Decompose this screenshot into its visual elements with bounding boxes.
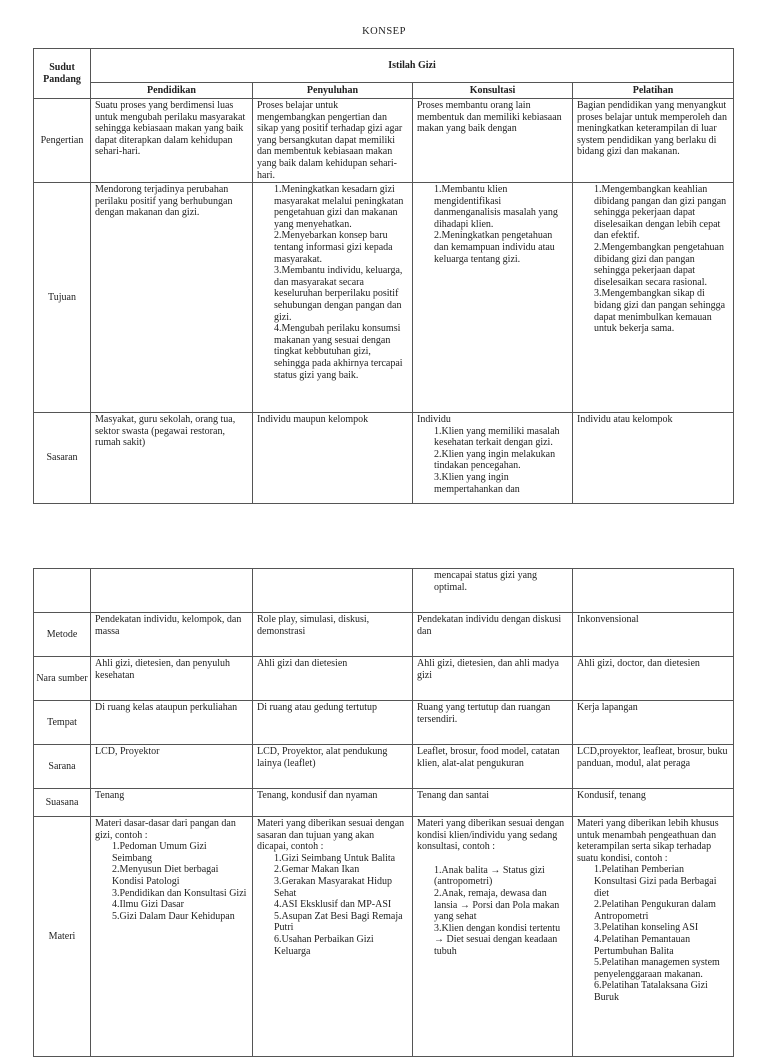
cell-text: Masyakat, guru sekolah, orang tua, sektor swasta (pegawai restoran, rumah sakit) bbox=[95, 414, 236, 449]
table-cell bbox=[413, 657, 573, 701]
numbered-list bbox=[417, 865, 568, 958]
list-number: 3. bbox=[594, 922, 602, 934]
list-item-text: Pelatihan konseling ASI bbox=[601, 922, 699, 934]
list-item bbox=[577, 922, 729, 934]
table-cell bbox=[253, 817, 413, 1057]
table-row bbox=[34, 817, 734, 1057]
list-number: 2. bbox=[274, 230, 282, 242]
table-cell bbox=[91, 701, 253, 745]
cell-text: Kondusif, tenang bbox=[577, 790, 646, 801]
table-cell bbox=[413, 701, 573, 745]
table-cell bbox=[573, 789, 734, 817]
list-number: 4. bbox=[594, 933, 602, 945]
numbered-list bbox=[417, 426, 568, 496]
cell-text: Pendekatan individu, kelompok, dan massa bbox=[95, 614, 242, 637]
list-number: 3. bbox=[274, 265, 282, 277]
table-cell bbox=[253, 183, 413, 413]
table-cell bbox=[91, 657, 253, 701]
spacer bbox=[417, 853, 568, 865]
table-cell bbox=[413, 183, 573, 413]
table-cell bbox=[573, 413, 734, 504]
list-item bbox=[577, 980, 729, 1003]
cell-text: Ahli gizi dan dietesien bbox=[257, 658, 348, 669]
list-item-text: Mengembangkan pengetahuan dibidang gizi dan pangan sehingga pekerjaan dapat diselesaikan secara rasional. bbox=[594, 241, 724, 288]
cell-text: Kerja lapangan bbox=[577, 702, 638, 713]
list-item-text: Pelatihan Pemberian Konsultasi Gizi pada Berbagai diet bbox=[594, 864, 717, 899]
cell-text: Inkonvensional bbox=[577, 614, 639, 625]
cell-text: Ruang yang tertutup dan ruangan tersendiri. bbox=[417, 702, 551, 725]
list-number: 2. bbox=[434, 448, 442, 460]
header-pendidikan: Pendidikan bbox=[91, 83, 253, 99]
cell-text: Mendorong terjadinya perubahan perilaku positif yang berhubungan dengan makanan dan gizi. bbox=[95, 184, 233, 219]
cell-text: Bagian pendidikan yang menyangkut proses belajar untuk memperoleh dan meningkatkan keterampilan di luar system pendidikan yang berlaku di bidang gizi dan makanan. bbox=[577, 100, 727, 158]
list-item bbox=[95, 911, 248, 923]
row-label: Pengertian bbox=[34, 99, 91, 183]
list-item bbox=[257, 184, 408, 230]
table-cell bbox=[573, 613, 734, 657]
table-row bbox=[34, 789, 734, 817]
table-cell bbox=[253, 789, 413, 817]
list-number: 1. bbox=[434, 184, 442, 195]
list-item bbox=[257, 864, 408, 876]
table-cell bbox=[413, 413, 573, 504]
list-number: 2. bbox=[594, 899, 602, 911]
list-item-text: Pelatihan Pengukuran dalam Antropometri bbox=[594, 899, 716, 922]
list-item-text: Klien dengan kondisi tertentu → Diet sesuai dengan keadaan tubuh bbox=[434, 922, 561, 957]
table-cell bbox=[413, 817, 573, 1057]
list-number: 1. bbox=[274, 852, 282, 864]
list-item-text: Mengembangkan keahlian dibidang pangan dan gizi pangan sehingga pekerjaan dapat diselesaikan dengan lebih cepat dan efektif. bbox=[594, 184, 727, 242]
list-number: 3. bbox=[594, 288, 602, 300]
list-item-text: Pelatihan Tatalaksana Gizi Buruk bbox=[594, 980, 708, 1003]
list-item bbox=[95, 841, 248, 864]
list-item-text: ASI Eksklusif dan MP-ASI bbox=[281, 899, 392, 911]
table-row bbox=[34, 569, 734, 613]
list-item-text: Membantu klien mengidentifikasi danmenganalisis masalah yang dihadapi klien. bbox=[434, 184, 558, 230]
table-cell bbox=[91, 745, 253, 789]
numbered-list bbox=[95, 841, 248, 922]
list-number: 2. bbox=[274, 864, 282, 876]
list-item bbox=[257, 911, 408, 934]
list-item-text: Asupan Zat Besi Bagi Remaja Putri bbox=[274, 910, 403, 934]
list-item bbox=[577, 957, 729, 980]
table-cell bbox=[91, 413, 253, 504]
list-item bbox=[257, 323, 408, 381]
table-cell bbox=[253, 569, 413, 613]
header-istilah-gizi: Istilah Gizi bbox=[91, 49, 734, 83]
numbered-list bbox=[257, 184, 408, 381]
table-cell bbox=[91, 613, 253, 657]
list-number: 3. bbox=[434, 922, 442, 934]
list-number: 3. bbox=[274, 875, 282, 887]
list-number: 1. bbox=[434, 864, 442, 876]
header-konsultasi: Konsultasi bbox=[413, 83, 573, 99]
cell-text: LCD,proyektor, leafleat, brosur, buku panduan, modul, alat peraga bbox=[577, 746, 728, 769]
list-number: 3. bbox=[434, 471, 442, 483]
list-item-text: Menyebarkan konsep baru tentang informasi gizi kepada masyarakat. bbox=[274, 230, 393, 265]
cell-continuation-text: mencapai status gizi yang optimal. bbox=[434, 570, 538, 593]
table-body bbox=[34, 569, 734, 1057]
table-row bbox=[34, 613, 734, 657]
row-label: Tempat bbox=[34, 701, 91, 745]
table-row bbox=[34, 99, 734, 183]
numbered-list bbox=[577, 864, 729, 1003]
list-item bbox=[577, 934, 729, 957]
cell-intro-text: Materi yang diberikan lebih khusus untuk menambah pengeathuan dan keterampilan serta sikap terhadap suatu kondisi, contoh : bbox=[577, 818, 719, 864]
cell-text: Suatu proses yang berdimensi luas untuk mengubah perilaku masyarakat sehingga kebiasaan makan yang baik dapat diterapkan dalam kehidupan sehari-hari. bbox=[95, 100, 246, 158]
list-item bbox=[257, 853, 408, 865]
list-number: 4. bbox=[274, 899, 282, 911]
header-pelatihan: Pelatihan bbox=[573, 83, 734, 99]
list-item-text: Membantu individu, keluarga, dan masyarakat secara keseluruhan berperilaku positif sehubungan dengan pangan dan gizi. bbox=[274, 265, 403, 323]
list-item-text: Klien yang ingin mempertahankan dan bbox=[434, 471, 520, 495]
cell-text: Proses belajar untuk mengembangkan pengertian dan sikap yang positif terhadap gizi agar yang bersangkutan dapat memiliki dan membentuk kebiasaan makan yang baik dalam kehidupan sehari-hari. bbox=[257, 100, 403, 181]
list-item-text: Gizi Dalam Daur Kehidupan bbox=[119, 910, 235, 922]
list-number: 5. bbox=[594, 957, 602, 969]
header-sudut-pandang: Sudut Pandang bbox=[34, 49, 91, 99]
list-item-text: Gizi Seimbang Untuk Balita bbox=[281, 852, 396, 864]
table-cell bbox=[573, 745, 734, 789]
list-number: 3. bbox=[112, 887, 120, 899]
numbered-list bbox=[257, 853, 408, 957]
concept-table-page-1 bbox=[33, 48, 734, 504]
list-item bbox=[417, 865, 568, 888]
table-row bbox=[34, 413, 734, 504]
table-cell bbox=[253, 745, 413, 789]
table-cell bbox=[573, 569, 734, 613]
table-cell bbox=[573, 657, 734, 701]
list-number: 1. bbox=[594, 184, 602, 195]
cell-text: Proses membantu orang lain membentuk dan memiliki kebiasaan makan yang baik dengan bbox=[417, 100, 562, 135]
concept-table-page-2 bbox=[33, 568, 734, 1057]
list-item-text: Gerakan Masyarakat Hidup Sehat bbox=[274, 875, 393, 899]
list-item bbox=[417, 184, 568, 230]
cell-text: Di ruang kelas ataupun perkuliahan bbox=[95, 702, 238, 713]
cell-text: Ahli gizi, dietesien, dan ahli madya gizi bbox=[417, 658, 559, 681]
cell-intro-text: Materi dasar-dasar dari pangan dan gizi, contoh : bbox=[95, 818, 236, 841]
table-cell bbox=[253, 701, 413, 745]
table-cell bbox=[413, 745, 573, 789]
list-number: 1. bbox=[594, 864, 602, 876]
cell-text: Pendekatan individu dengan diskusi dan bbox=[417, 614, 562, 637]
list-item-text: Meningkatkan kesadarn gizi masyarakat melalui peningkatan pengetahuan gizi dan makanan yang menyehatkan. bbox=[274, 184, 404, 230]
table-cell bbox=[413, 789, 573, 817]
cell-text: Individu atau kelompok bbox=[577, 414, 673, 425]
list-item bbox=[257, 230, 408, 265]
list-number: 5. bbox=[274, 910, 282, 922]
document-title: KONSEP bbox=[362, 26, 406, 37]
row-label: Metode bbox=[34, 613, 91, 657]
list-item-text: Anak balita → Status gizi (antropometri) bbox=[434, 864, 545, 888]
list-item-text: Klien yang memiliki masalah kesehatan terkait dengan gizi. bbox=[434, 425, 560, 449]
list-item bbox=[257, 934, 408, 957]
cell-intro-text: Materi yang diberikan sesuai dengan kondisi klien/individu yang sedang konsultasi, contoh : bbox=[417, 818, 565, 853]
cell-text: Individu maupun kelompok bbox=[257, 414, 369, 425]
list-item bbox=[95, 864, 248, 887]
cell-text: Leaflet, brosur, food model, catatan klien, alat-alat pengukuran bbox=[417, 746, 560, 769]
list-item-text: Meningkatkan pengetahuan dan kemampuan individu atau keluarga tentang gizi. bbox=[434, 230, 555, 265]
list-number: 2. bbox=[594, 241, 602, 253]
numbered-list bbox=[577, 184, 729, 335]
row-label: Materi bbox=[34, 817, 91, 1057]
list-item bbox=[95, 888, 248, 900]
table-cell bbox=[253, 413, 413, 504]
list-item bbox=[417, 449, 568, 472]
table-cell bbox=[253, 99, 413, 183]
list-item-text: Usahan Perbaikan Gizi Keluarga bbox=[274, 933, 374, 957]
table-cell bbox=[413, 613, 573, 657]
row-label bbox=[34, 569, 91, 613]
list-item bbox=[577, 899, 729, 922]
list-number: 4. bbox=[112, 899, 120, 911]
list-item-text: Pelatihan managemen system penyelenggaraan makanan. bbox=[594, 957, 720, 980]
row-label: Suasana bbox=[34, 789, 91, 817]
cell-text: Ahli gizi, doctor, dan dietesien bbox=[577, 658, 700, 669]
table-cell bbox=[91, 569, 253, 613]
table-cell bbox=[253, 613, 413, 657]
list-number: 6. bbox=[594, 980, 602, 992]
list-item bbox=[577, 864, 729, 899]
table-cell bbox=[573, 701, 734, 745]
list-item bbox=[577, 288, 729, 334]
list-item-text: Pelatihan Pemantauan Pertumbuhan Balita bbox=[594, 933, 691, 957]
table-cell bbox=[91, 789, 253, 817]
list-number: 1. bbox=[274, 184, 282, 195]
table-row bbox=[34, 745, 734, 789]
cell-intro-text: Materi yang diberikan sesuai dengan sasaran dan tujuan yang akan dicapai, contoh : bbox=[257, 818, 405, 853]
table-cell bbox=[413, 569, 573, 613]
list-item-text: Mengubah perilaku konsumsi makanan yang sesuai dengan tingkat kebbutuhan gizi, sehingga pada akhirnya tercapai status gizi yang baik. bbox=[274, 323, 403, 381]
table-row bbox=[34, 701, 734, 745]
cell-text: Ahli gizi, dietesien, dan penyuluh kesehatan bbox=[95, 658, 230, 681]
cell-text: Role play, simulasi, diskusi, demonstrasi bbox=[257, 614, 370, 637]
list-item bbox=[417, 426, 568, 449]
list-item-text: Pendidikan dan Konsultasi Gizi bbox=[119, 887, 247, 899]
cell-text: Tenang, kondusif dan nyaman bbox=[257, 790, 378, 801]
table-cell bbox=[253, 657, 413, 701]
list-item-text: Mengembangkan sikap di bidang gizi dan pangan sehingga dapat menimbulkan kemauan untuk bekerja sama. bbox=[594, 288, 726, 335]
list-item bbox=[417, 472, 568, 495]
list-number: 4. bbox=[274, 323, 282, 335]
list-number: 6. bbox=[274, 933, 282, 945]
cell-text: Tenang bbox=[95, 790, 125, 801]
table-cell bbox=[573, 817, 734, 1057]
table-row bbox=[34, 657, 734, 701]
list-number: 2. bbox=[434, 887, 442, 899]
cell-text: Tenang dan santai bbox=[417, 790, 490, 801]
list-item bbox=[577, 184, 729, 242]
list-item bbox=[577, 242, 729, 288]
table-cell bbox=[573, 99, 734, 183]
list-item bbox=[417, 923, 568, 958]
cell-text: Di ruang atau gedung tertutup bbox=[257, 702, 377, 713]
cell-text: LCD, Proyektor bbox=[95, 746, 160, 757]
table-cell bbox=[573, 183, 734, 413]
list-item bbox=[257, 876, 408, 899]
numbered-list bbox=[417, 184, 568, 265]
list-item-text: Klien yang ingin melakukan tindakan pencegahan. bbox=[434, 448, 556, 472]
cell-text: LCD, Proyektor, alat pendukung lainya (leaflet) bbox=[257, 746, 388, 769]
row-label: Nara sumber bbox=[34, 657, 91, 701]
list-item-text: Ilmu Gizi Dasar bbox=[119, 899, 184, 911]
list-item bbox=[95, 899, 248, 911]
list-item-text: Pedoman Umum Gizi Seimbang bbox=[112, 841, 207, 864]
table-cell bbox=[91, 183, 253, 413]
list-item-text: Gemar Makan Ikan bbox=[281, 864, 360, 876]
list-number: 2. bbox=[112, 864, 120, 876]
table-row bbox=[34, 183, 734, 413]
table-cell bbox=[91, 99, 253, 183]
table-body bbox=[34, 99, 734, 504]
cell-intro-text: Individu bbox=[417, 414, 451, 425]
table-cell bbox=[413, 99, 573, 183]
list-number: 1. bbox=[112, 841, 120, 853]
list-number: 2. bbox=[434, 230, 442, 242]
list-item-text: Anak, remaja, dewasa dan lansia → Porsi dan Pola makan yang sehat bbox=[434, 887, 560, 923]
list-item bbox=[257, 265, 408, 323]
list-item bbox=[417, 888, 568, 923]
list-number: 5. bbox=[112, 910, 120, 922]
list-item bbox=[257, 899, 408, 911]
list-item-text: Menyusun Diet berbagai Kondisi Patologi bbox=[112, 864, 219, 887]
row-label: Sasaran bbox=[34, 413, 91, 504]
list-item bbox=[417, 230, 568, 265]
table-cell bbox=[91, 817, 253, 1057]
header-penyuluhan: Penyuluhan bbox=[253, 83, 413, 99]
row-label: Tujuan bbox=[34, 183, 91, 413]
row-label: Sarana bbox=[34, 745, 91, 789]
list-number: 1. bbox=[434, 425, 442, 437]
